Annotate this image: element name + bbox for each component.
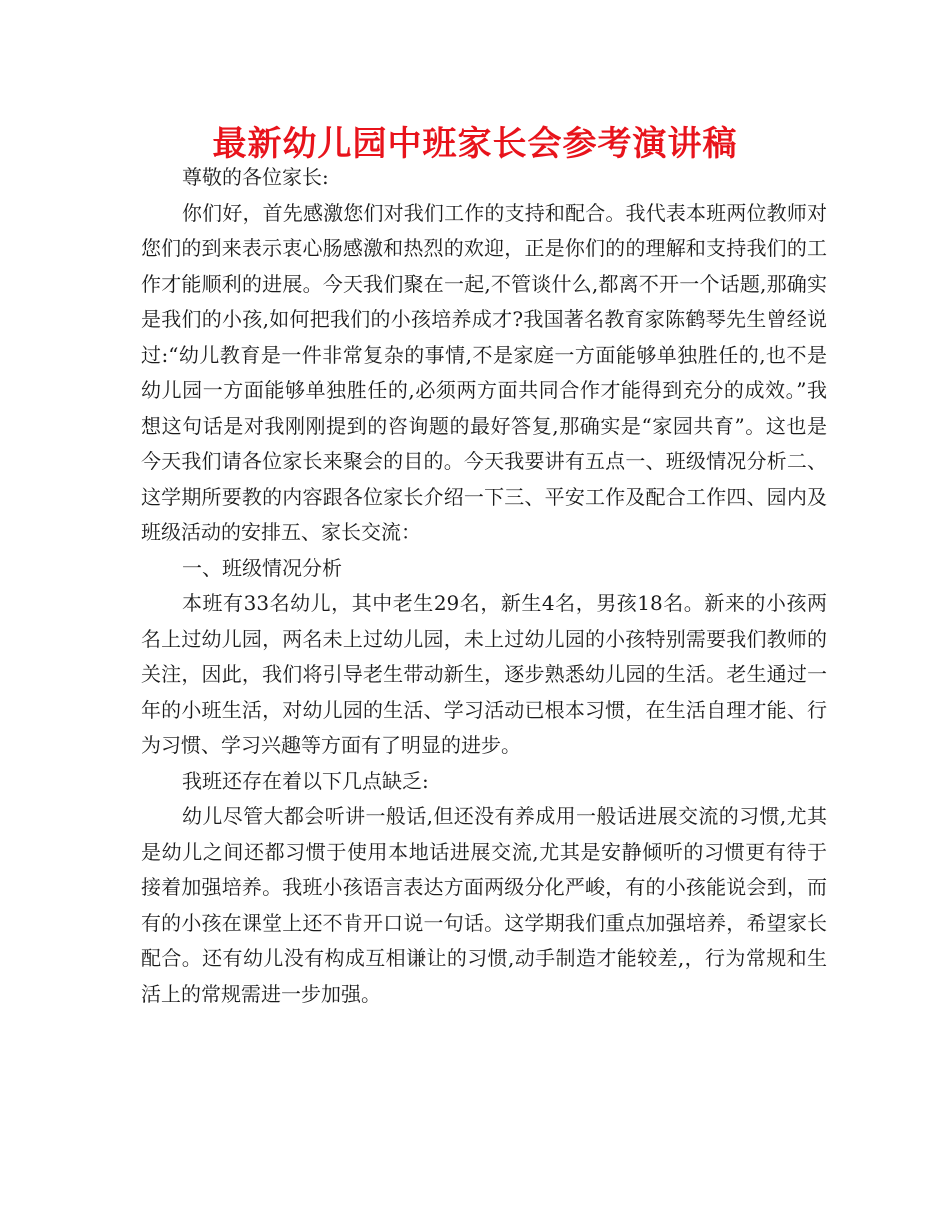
document-title: 最新幼儿园中班家长会参考演讲稿: [212, 124, 738, 164]
paragraph-shortcomings-intro: 我班还存在着以下几点缺乏:: [182, 768, 429, 793]
paragraph-greeting: 你们好，首先感激您们对我们工作的支持和配合。我代表本班两位教师对您们的到来表示衷心肠感激和热烈的欢迎，正是你们的的理解和支持我们的工作才能顺利的进展。今天我们聚在一起,不管谈什么,都离不开一个话题,那确实是我们的小孩,如何把我们的小孩培养成才?我国著名教育家陈鹤琴先生曾经说过:“幼儿教育是一件非常复杂的事情,不是家庭一方面能够单独胜任的,也不是幼儿园一方面能够单独胜任的,必须两方面共同合作才能得到充分的成效。”我想这句话是对我刚刚提到的咨询题的最好答复,那确实是“家园共育”。这也是今天我们请各位家长来聚会的目的。今天我要讲有五点一、班级情况分析二、这学期所要教的内容跟各位家长介绍一下三、平安工作及配合工作四、园内及班级活动的安排五、家长交流：: [141, 200, 827, 544]
paragraph-shortcomings: 幼儿尽管大都会听讲一般话,但还没有养成用一般话进展交流的习惯,尤其是幼儿之间还都习惯于使用本地话进展交流,尤其是安静倾听的习惯更有待于接着加强培养。我班小孩语言表达方面两级分化严峻，有的小孩能说会到，而有的小孩在课堂上还不肯开口说一句话。这学期我们重点加强培养，希望家长配合。还有幼儿没有构成互相谦让的习惯,动手制造才能较差,，行为常规和生活上的常规需进一步加强。: [141, 804, 827, 1006]
document-body: [141, 160, 827, 1012]
salutation: 尊敬的各位家长:: [182, 165, 329, 189]
paragraph-class-analysis: 本班有33名幼儿，其中老生29名，新生4名，男孩18名。新来的小孩两名上过幼儿园，两名未上过幼儿园，未上过幼儿园的小孩特别需要我们教师的关注，因此，我们将引导老生带动新生，逐步熟悉幼儿园的生活。老生通过一年的小班生活，对幼儿园的生活、学习活动已根本习惯，在生活自理才能、行为习惯、学习兴趣等方面有了明显的进步。: [141, 591, 827, 757]
section-heading-class-analysis: 一、班级情况分析: [182, 555, 342, 580]
